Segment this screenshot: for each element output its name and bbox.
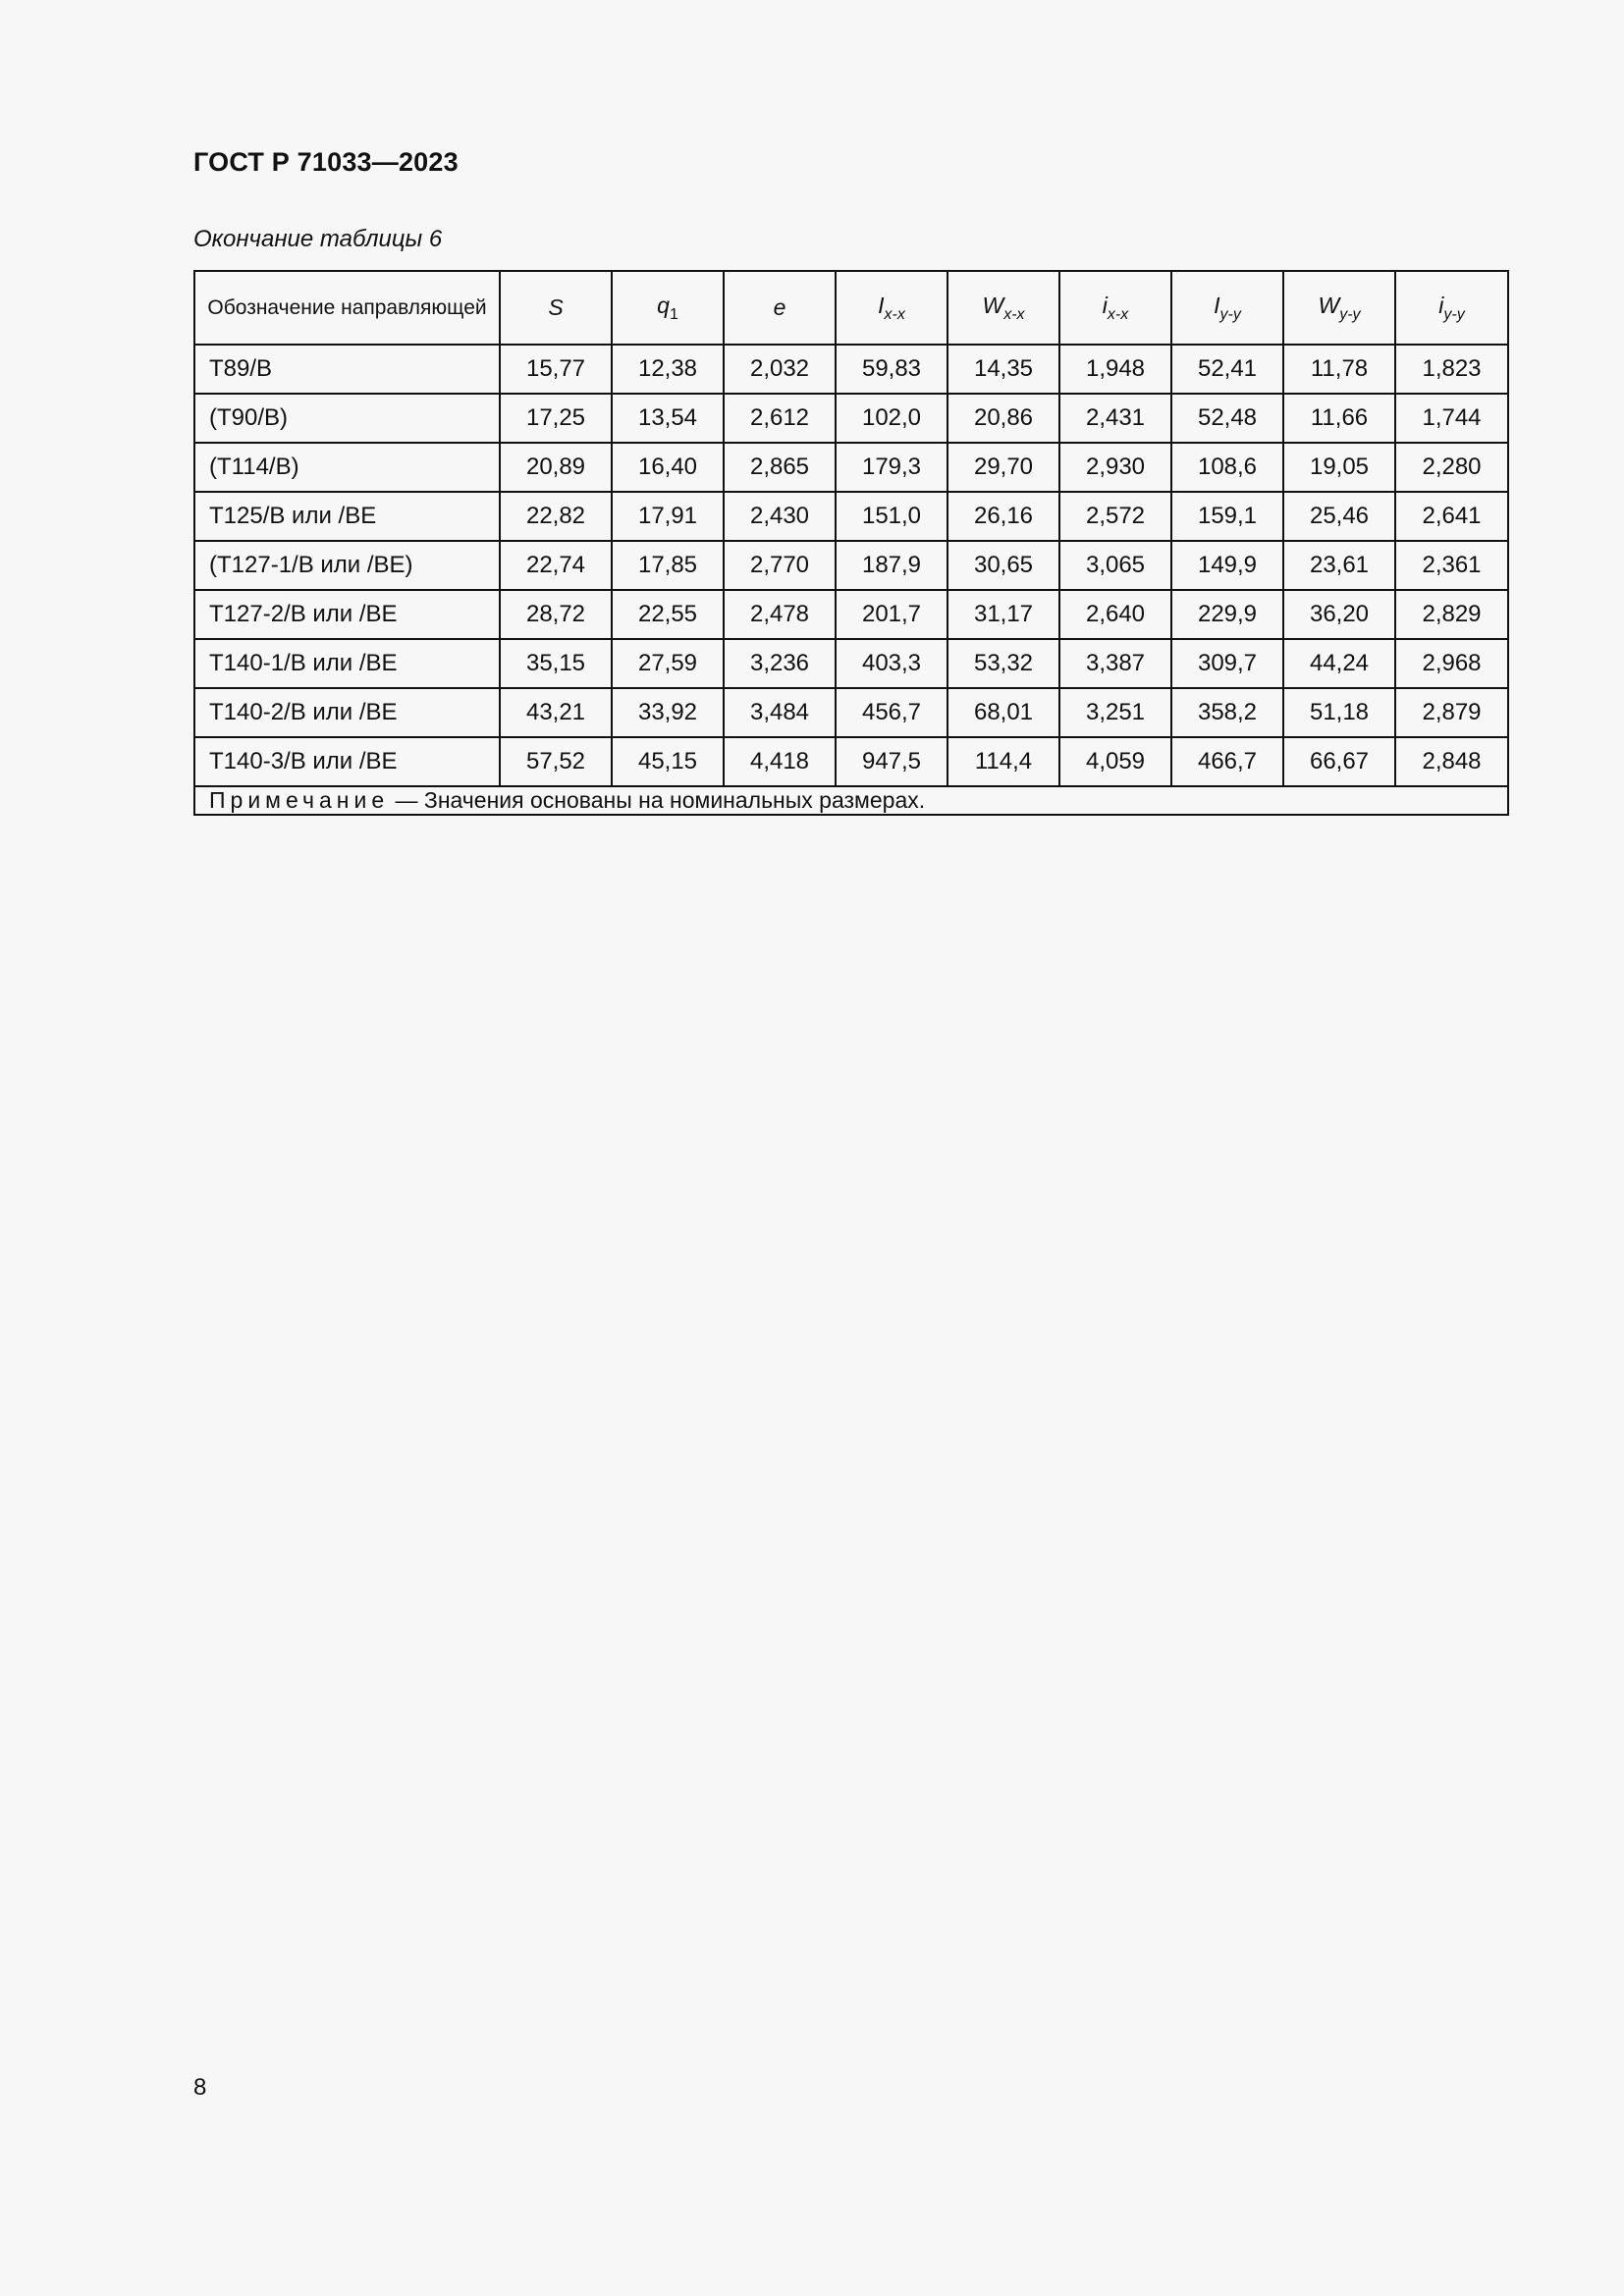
table-row bbox=[194, 345, 1508, 394]
table-note bbox=[194, 786, 1508, 815]
column-header-ixx-symbol: I bbox=[878, 292, 885, 318]
table-cell-wxx: 114,4 bbox=[947, 737, 1059, 786]
table-cell-iyy: 52,48 bbox=[1171, 394, 1283, 443]
table-cell-wyy: 51,18 bbox=[1283, 688, 1395, 737]
column-header-q1 bbox=[612, 271, 724, 345]
table-cell-iyy-small: 2,361 bbox=[1395, 541, 1508, 590]
table-cell-guide-name: T125/B или /BE bbox=[194, 492, 500, 541]
table-cell-ixx: 201,7 bbox=[836, 590, 947, 639]
column-header-s bbox=[500, 271, 612, 345]
table-header-row bbox=[194, 271, 1508, 345]
column-header-wxx-symbol: W bbox=[982, 292, 1004, 318]
table-row bbox=[194, 639, 1508, 688]
column-header-e bbox=[724, 271, 836, 345]
column-header-wyy bbox=[1283, 271, 1395, 345]
column-header-iyy bbox=[1171, 271, 1283, 345]
table-row bbox=[194, 541, 1508, 590]
table-caption: Окончание таблицы 6 bbox=[193, 226, 443, 252]
table-cell-ixx: 187,9 bbox=[836, 541, 947, 590]
table-cell-s: 35,15 bbox=[500, 639, 612, 688]
table-cell-iyy: 466,7 bbox=[1171, 737, 1283, 786]
table-cell-iyy-small: 1,823 bbox=[1395, 345, 1508, 394]
table-cell-s: 20,89 bbox=[500, 443, 612, 492]
table-cell-iyy: 149,9 bbox=[1171, 541, 1283, 590]
column-header-e-symbol: e bbox=[773, 294, 786, 320]
table-cell-guide-name: T140-2/B или /BE bbox=[194, 688, 500, 737]
table-cell-e: 3,236 bbox=[724, 639, 836, 688]
table-cell-iyy: 358,2 bbox=[1171, 688, 1283, 737]
page-number: 8 bbox=[193, 2074, 207, 2101]
table-cell-ixx-small: 2,930 bbox=[1059, 443, 1171, 492]
table-cell-s: 22,82 bbox=[500, 492, 612, 541]
table-cell-e: 4,418 bbox=[724, 737, 836, 786]
column-header-wxx-subscript: x-x bbox=[1003, 305, 1025, 323]
table-cell-ixx-small: 3,387 bbox=[1059, 639, 1171, 688]
table-cell-e: 2,865 bbox=[724, 443, 836, 492]
table-cell-s: 28,72 bbox=[500, 590, 612, 639]
column-header-wxx bbox=[947, 271, 1059, 345]
table-cell-wxx: 53,32 bbox=[947, 639, 1059, 688]
table-cell-guide-name: T89/B bbox=[194, 345, 500, 394]
table-cell-iyy-small: 1,744 bbox=[1395, 394, 1508, 443]
table-cell-iyy-small: 2,280 bbox=[1395, 443, 1508, 492]
table-cell-ixx: 151,0 bbox=[836, 492, 947, 541]
table-cell-q1: 12,38 bbox=[612, 345, 724, 394]
table-cell-q1: 17,91 bbox=[612, 492, 724, 541]
table-row bbox=[194, 492, 1508, 541]
table-cell-guide-name: T127-2/B или /BE bbox=[194, 590, 500, 639]
table-cell-guide-name: T140-1/B или /BE bbox=[194, 639, 500, 688]
table-cell-wyy: 11,78 bbox=[1283, 345, 1395, 394]
table-cell-e: 2,430 bbox=[724, 492, 836, 541]
table-cell-q1: 13,54 bbox=[612, 394, 724, 443]
column-header-ixx-subscript: x-x bbox=[884, 305, 905, 323]
column-header-iyy-small bbox=[1395, 271, 1508, 345]
column-header-iyy-small-subscript: y-y bbox=[1443, 305, 1465, 323]
column-header-ixx bbox=[836, 271, 947, 345]
table-cell-ixx-small: 2,431 bbox=[1059, 394, 1171, 443]
table-cell-iyy: 52,41 bbox=[1171, 345, 1283, 394]
table-cell-iyy: 229,9 bbox=[1171, 590, 1283, 639]
table-cell-e: 2,612 bbox=[724, 394, 836, 443]
column-header-wyy-symbol: W bbox=[1318, 292, 1340, 318]
table-cell-q1: 45,15 bbox=[612, 737, 724, 786]
table-cell-iyy: 108,6 bbox=[1171, 443, 1283, 492]
table-cell-ixx-small: 3,065 bbox=[1059, 541, 1171, 590]
table-cell-e: 2,770 bbox=[724, 541, 836, 590]
table-cell-wxx: 20,86 bbox=[947, 394, 1059, 443]
table-cell-iyy-small: 2,848 bbox=[1395, 737, 1508, 786]
table-cell-ixx: 59,83 bbox=[836, 345, 947, 394]
column-header-ixx-small bbox=[1059, 271, 1171, 345]
table-cell-ixx: 102,0 bbox=[836, 394, 947, 443]
document-id: ГОСТ Р 71033—2023 bbox=[193, 147, 459, 177]
table-cell-ixx-small: 3,251 bbox=[1059, 688, 1171, 737]
table-note-row bbox=[194, 786, 1508, 815]
table-cell-s: 43,21 bbox=[500, 688, 612, 737]
table-cell-iyy-small: 2,829 bbox=[1395, 590, 1508, 639]
table-cell-q1: 27,59 bbox=[612, 639, 724, 688]
table-cell-iyy-small: 2,641 bbox=[1395, 492, 1508, 541]
table-body bbox=[194, 345, 1508, 786]
table-row bbox=[194, 394, 1508, 443]
table-cell-s: 17,25 bbox=[500, 394, 612, 443]
table-cell-wyy: 11,66 bbox=[1283, 394, 1395, 443]
table-cell-s: 15,77 bbox=[500, 345, 612, 394]
table-cell-ixx: 947,5 bbox=[836, 737, 947, 786]
note-text: — Значения основаны на номинальных размерах. bbox=[389, 787, 926, 813]
table-cell-ixx: 403,3 bbox=[836, 639, 947, 688]
table-cell-guide-name: (T114/B) bbox=[194, 443, 500, 492]
table-cell-ixx-small: 2,572 bbox=[1059, 492, 1171, 541]
table-cell-wyy: 25,46 bbox=[1283, 492, 1395, 541]
table-cell-ixx-small: 2,640 bbox=[1059, 590, 1171, 639]
table-row bbox=[194, 688, 1508, 737]
table-cell-q1: 17,85 bbox=[612, 541, 724, 590]
table-cell-wyy: 36,20 bbox=[1283, 590, 1395, 639]
column-header-ixx-small-subscript: x-x bbox=[1107, 305, 1129, 323]
table-cell-wyy: 19,05 bbox=[1283, 443, 1395, 492]
column-header-s-symbol: S bbox=[548, 294, 564, 320]
table-cell-guide-name: T140-3/B или /BE bbox=[194, 737, 500, 786]
column-header-name: Обозначение направляющей bbox=[194, 271, 500, 345]
table-cell-wxx: 26,16 bbox=[947, 492, 1059, 541]
table-cell-e: 2,032 bbox=[724, 345, 836, 394]
table-cell-e: 3,484 bbox=[724, 688, 836, 737]
table-cell-q1: 22,55 bbox=[612, 590, 724, 639]
table-cell-q1: 33,92 bbox=[612, 688, 724, 737]
data-table bbox=[193, 270, 1509, 816]
table-cell-wyy: 23,61 bbox=[1283, 541, 1395, 590]
column-header-iyy-subscript: y-y bbox=[1219, 305, 1241, 323]
table-cell-iyy-small: 2,879 bbox=[1395, 688, 1508, 737]
table-cell-wxx: 14,35 bbox=[947, 345, 1059, 394]
table-cell-iyy-small: 2,968 bbox=[1395, 639, 1508, 688]
table-cell-s: 57,52 bbox=[500, 737, 612, 786]
column-header-iyy-symbol: I bbox=[1214, 292, 1220, 318]
column-header-wyy-subscript: y-y bbox=[1339, 305, 1361, 323]
column-header-q1-subscript: 1 bbox=[669, 305, 678, 323]
table-cell-wyy: 44,24 bbox=[1283, 639, 1395, 688]
table-cell-q1: 16,40 bbox=[612, 443, 724, 492]
table-cell-s: 22,74 bbox=[500, 541, 612, 590]
table-row bbox=[194, 590, 1508, 639]
column-header-iyy-small-symbol: i bbox=[1438, 292, 1444, 318]
table-cell-e: 2,478 bbox=[724, 590, 836, 639]
table-cell-wxx: 30,65 bbox=[947, 541, 1059, 590]
table-cell-ixx: 456,7 bbox=[836, 688, 947, 737]
table-cell-ixx-small: 1,948 bbox=[1059, 345, 1171, 394]
column-header-q1-symbol: q bbox=[657, 292, 670, 318]
table-row bbox=[194, 737, 1508, 786]
table-cell-ixx-small: 4,059 bbox=[1059, 737, 1171, 786]
table-cell-wxx: 31,17 bbox=[947, 590, 1059, 639]
table-cell-guide-name: (T127-1/B или /BE) bbox=[194, 541, 500, 590]
table-row bbox=[194, 443, 1508, 492]
table-cell-wyy: 66,67 bbox=[1283, 737, 1395, 786]
column-header-ixx-small-symbol: i bbox=[1102, 292, 1108, 318]
table-cell-iyy: 309,7 bbox=[1171, 639, 1283, 688]
table-cell-guide-name: (T90/B) bbox=[194, 394, 500, 443]
table-cell-wxx: 68,01 bbox=[947, 688, 1059, 737]
note-label: Примечание bbox=[209, 787, 390, 813]
table-cell-iyy: 159,1 bbox=[1171, 492, 1283, 541]
table-cell-ixx: 179,3 bbox=[836, 443, 947, 492]
table-cell-wxx: 29,70 bbox=[947, 443, 1059, 492]
